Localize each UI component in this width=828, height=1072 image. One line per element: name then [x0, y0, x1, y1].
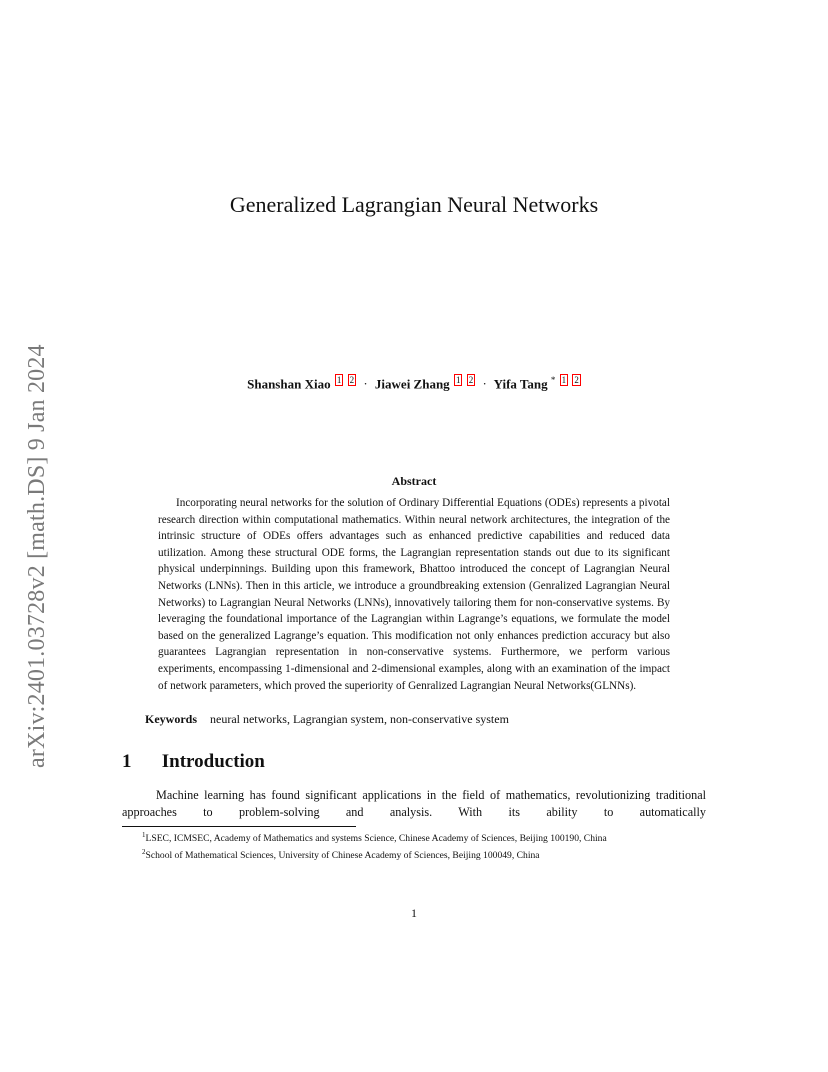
footnote-text: School of Mathematical Sciences, University of Chinese Academy of Sciences, Beijing 100049, China [145, 849, 540, 861]
section-heading-introduction [122, 751, 265, 773]
abstract-text: Incorporating neural networks for the solution of Ordinary Differential Equations (ODEs) represents a pivotal research direction within computational mathematics. Within neural network architectures, the integration of the intrinsic structure of ODEs offers advantages such as enhanced predictive capabilities and reduced data utilization. Among these structural ODE forms, the Lagrangian representation stands out due to its significant physical underpinnings. Building upon this framework, Bhattoo introduced the concept of Lagrangian Neural Networks (LNNs). Then in this article, we introduce a groundbreaking extension (Genralized Lagrangian Neural Networks) to Lagrangian Neural Networks (LNNs), innovatively tailoring them for non-conservative systems. By leveraging the foundational importance of the Lagrangian within Lagrange’s equations, we formulate the model based on the generalized Lagrange’s equation. This modification not only enhances prediction accuracy but also guarantees Lagrangian representation in non-conservative systems. Furthermore, we perform various experiments, encompassing 1-dimensional and 2-dimensional examples, along with an examination of the impact of network parameters, which proved the superiority of Genralized Lagrangian Neural Networks(GLNNs). [158, 497, 670, 692]
footnotes [122, 829, 706, 862]
arxiv-identifier: arXiv:2401.03728v2 [math.DS] 9 Jan 2024 [24, 344, 50, 768]
corresponding-author-mark: * [550, 375, 556, 385]
affiliation-link-2[interactable]: 2 [468, 375, 474, 386]
author-name: Shanshan Xiao [247, 376, 331, 392]
keywords-label: Keywords [145, 712, 197, 726]
footnote-text: LSEC, ICMSEC, Academy of Mathematics and systems Science, Chinese Academy of Sciences, Beijing 100190, China [145, 833, 607, 845]
author-name: Yifa Tang [493, 376, 548, 392]
affiliation-link-2[interactable]: 2 [574, 375, 579, 386]
page-number: 1 [411, 906, 417, 920]
author-list [0, 370, 828, 394]
affiliation-link-2[interactable]: 2 [349, 375, 355, 386]
arxiv-side-stamp [23, 284, 51, 768]
footnote-1 [122, 829, 706, 846]
affiliation-link-1[interactable]: 1 [561, 375, 567, 386]
affiliation-link-1[interactable]: 1 [455, 375, 461, 386]
keywords [145, 712, 509, 727]
author-name: Jiawei Zhang [374, 376, 450, 392]
section-number: 1 [122, 751, 132, 772]
section-title: Introduction [161, 751, 265, 772]
author-separator: · [482, 376, 487, 392]
affiliation-link-1[interactable]: 1 [336, 375, 342, 386]
keywords-text: neural networks, Lagrangian system, non-conservative system [210, 712, 509, 726]
footnote-mark: 2 [142, 847, 146, 856]
author-separator: · [363, 376, 368, 392]
footnote-mark: 1 [142, 831, 146, 839]
paper-title: Generalized Lagrangian Neural Networks [229, 192, 599, 217]
abstract-heading: Abstract [391, 474, 437, 488]
footnote-2 [122, 846, 706, 863]
introduction-text: Machine learning has found significant applications in the field of mathematics, revolutionizing traditional approaches to problem-solving and analysis. With its ability to automatically [122, 788, 706, 819]
footnote-divider [122, 826, 356, 827]
